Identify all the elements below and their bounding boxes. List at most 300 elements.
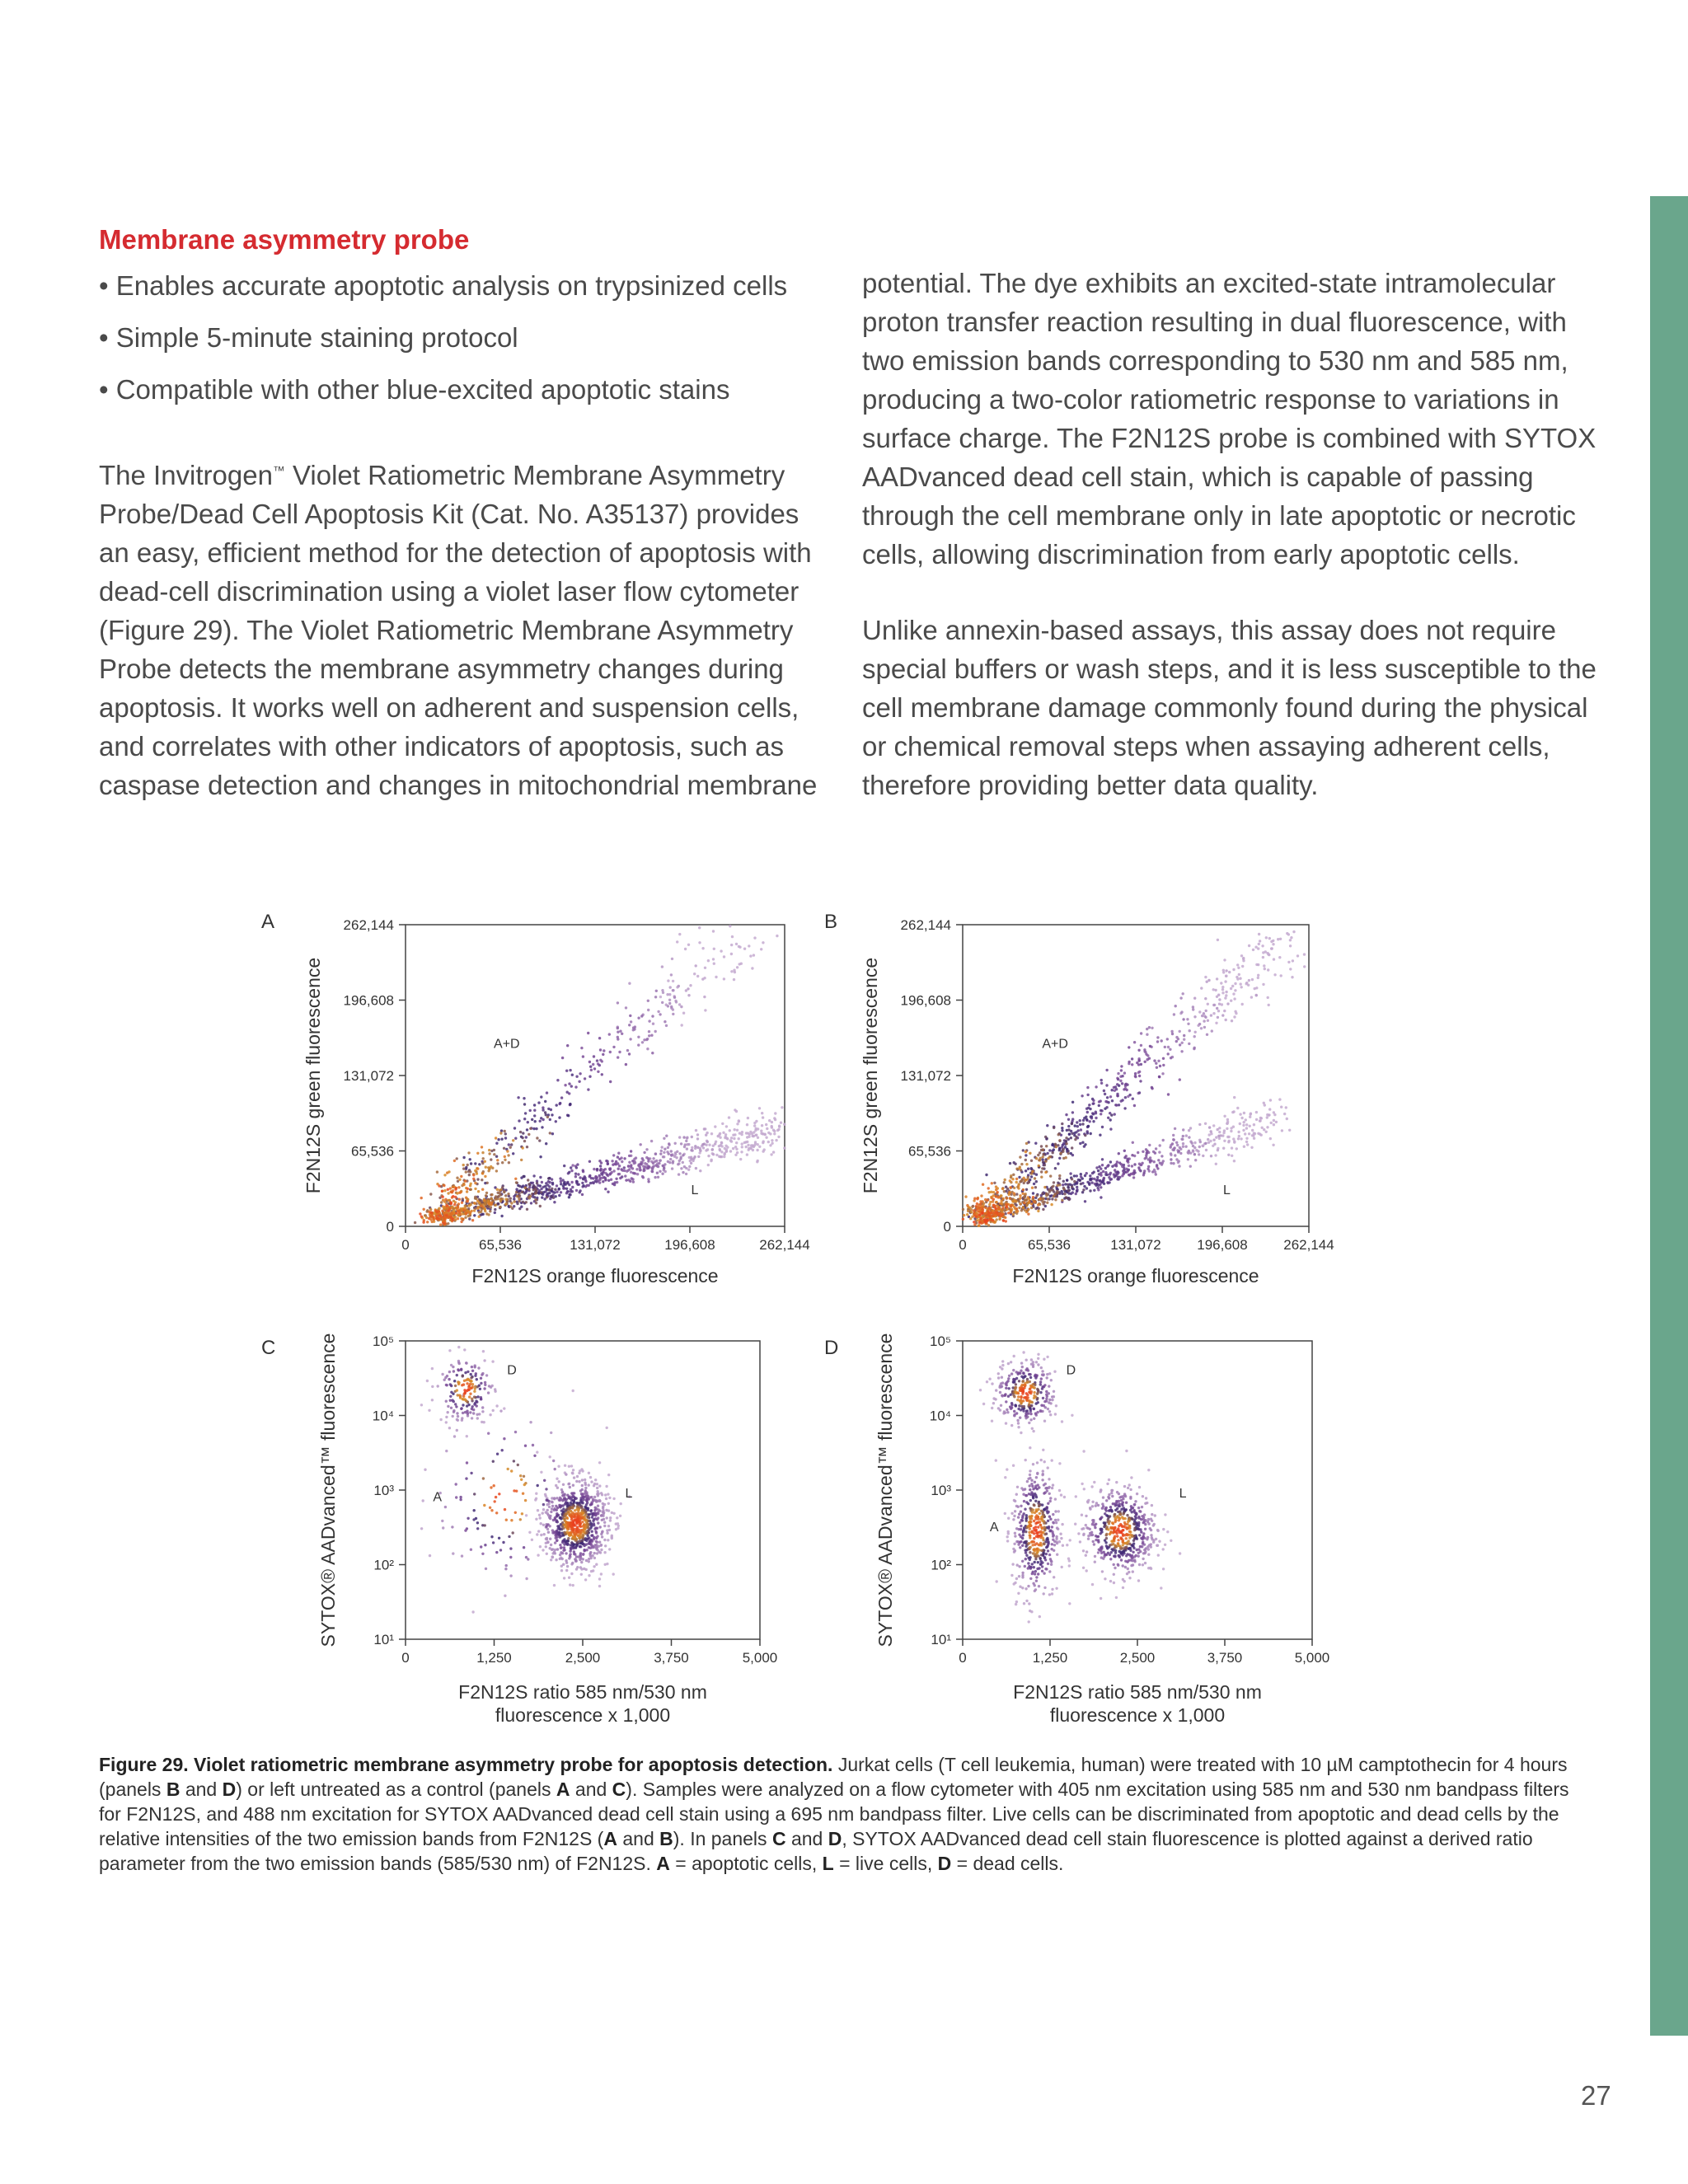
data-point [1241,965,1244,968]
data-point [1026,1409,1029,1412]
data-point [757,1160,759,1162]
data-point [429,1208,432,1211]
data-point [1049,1413,1052,1416]
data-point [1032,1196,1034,1198]
data-point [1089,1178,1091,1180]
data-point [465,1170,467,1173]
data-point [525,1201,528,1203]
data-point [1147,1165,1150,1168]
data-point [1029,1152,1031,1155]
data-point [570,1541,573,1544]
data-point [513,1460,515,1462]
data-point [1034,1177,1036,1179]
data-point [1109,1118,1112,1121]
data-point [1047,1541,1049,1544]
data-point [1213,1143,1216,1146]
data-point [1142,1540,1144,1543]
data-point [439,1418,442,1421]
data-point [1085,1116,1087,1118]
data-point [1128,1174,1131,1176]
data-point [1030,1202,1033,1205]
data-point [561,1057,564,1059]
data-point [1146,1538,1148,1540]
data-point [469,1393,471,1395]
data-point [1051,1592,1053,1595]
data-point [598,1577,601,1580]
data-point [1054,1519,1057,1521]
data-point [1100,1186,1102,1188]
data-point [447,1192,449,1194]
data-point [747,1144,749,1146]
data-point [1038,1165,1040,1167]
data-point [1055,1587,1057,1590]
data-point [1146,1168,1149,1170]
data-point [521,1191,523,1193]
data-point [584,1479,586,1481]
data-point [720,949,722,952]
data-point [668,1152,670,1155]
data-point [1025,1600,1028,1602]
data-point [1124,1566,1127,1568]
data-point [1057,1133,1060,1136]
data-point [1019,1546,1021,1549]
data-point [1167,1093,1170,1095]
data-point [1108,1479,1110,1481]
data-point [572,1469,574,1471]
data-point [523,1475,525,1478]
data-point [1041,1158,1043,1160]
data-point [979,1389,982,1391]
data-point [484,1175,486,1178]
data-point [567,1540,570,1542]
data-point [473,1395,476,1398]
data-point [1111,1099,1114,1102]
data-point [473,1509,476,1511]
data-point [522,1201,524,1203]
data-point [564,1465,566,1467]
data-point [488,1149,490,1151]
data-point [1037,1357,1039,1360]
data-point [422,1499,424,1502]
data-point [659,996,662,998]
data-point [1236,1107,1239,1109]
data-point [989,1218,992,1221]
data-point [561,1552,564,1554]
data-point [496,1162,499,1165]
data-point [539,1545,542,1548]
data-point [490,1197,493,1200]
data-point [1042,1197,1044,1200]
data-point [676,940,678,943]
data-point [766,1127,768,1130]
data-point [777,1136,780,1138]
data-point [1025,1169,1027,1172]
data-point [1156,1167,1159,1169]
data-point [1250,996,1253,998]
data-point [1102,1170,1104,1173]
data-point [504,1155,506,1158]
data-point [1029,1413,1032,1415]
data-point [1245,1118,1247,1121]
data-point [1158,1076,1160,1078]
data-point [1188,1136,1190,1138]
data-point [1016,1210,1019,1212]
data-point [1151,1170,1154,1173]
data-point [752,1149,754,1151]
data-point [1034,1142,1037,1145]
data-point [1094,1526,1096,1529]
data-point [1179,1146,1181,1149]
data-point [568,1196,570,1198]
data-point [1173,1138,1175,1141]
data-point [1225,975,1227,977]
data-point [1012,1213,1015,1216]
data-point [1076,1186,1078,1188]
x-tick-label: 2,500 [565,1650,601,1666]
data-point [723,1155,725,1158]
data-point [1081,1122,1084,1125]
data-point [661,1173,663,1175]
data-point [1148,1144,1151,1146]
data-point [494,1500,496,1502]
data-point [507,1468,509,1470]
data-point [647,1167,649,1169]
data-point [476,1152,479,1155]
data-point [490,1486,492,1488]
data-point [477,1366,480,1369]
data-point [426,1380,429,1382]
data-point [1200,987,1203,989]
data-point [637,1043,640,1046]
data-point [420,1527,423,1530]
data-point [1022,1188,1025,1191]
data-point [518,1197,520,1200]
data-point [1004,1179,1006,1181]
data-point [1241,1003,1244,1005]
data-point [554,1468,556,1470]
data-point [504,1508,506,1511]
data-point [503,1191,505,1193]
data-point [995,1188,997,1191]
data-point [635,1168,638,1170]
data-point [523,1546,525,1549]
data-point [619,1515,621,1517]
data-point [448,1427,451,1429]
data-point [535,1189,537,1192]
data-point [1170,1158,1172,1160]
data-point [676,1151,678,1153]
data-point [1037,1572,1039,1575]
data-point [488,1385,490,1387]
data-point [584,1483,587,1486]
data-point [445,1416,448,1418]
data-point [983,1218,986,1221]
data-point [580,1561,583,1563]
data-point [551,1182,554,1184]
data-point [484,1384,486,1386]
data-point [1071,1178,1073,1180]
data-point [692,1157,695,1160]
data-point [1127,1568,1129,1570]
data-point [601,1060,603,1062]
data-point [639,1169,641,1171]
data-point [1058,1149,1061,1151]
data-point [662,991,664,994]
data-point [504,1198,507,1201]
data-point [632,1172,635,1174]
data-point [492,1409,495,1412]
data-point [600,1549,603,1551]
data-point [1089,1108,1091,1110]
data-point [495,1197,497,1200]
data-point [1147,1469,1150,1471]
data-point [519,1474,522,1477]
data-point [1138,1075,1141,1077]
data-point [992,1219,994,1221]
data-point [756,1149,758,1151]
text-line: Probe detects the membrane asymmetry changes during [99,654,784,684]
data-point [1028,1200,1030,1202]
data-point [518,1189,521,1192]
data-point [571,1507,574,1509]
data-point [467,1151,470,1154]
data-point [533,1104,536,1106]
data-point [678,1003,681,1005]
data-point [460,1175,462,1178]
data-point [1094,1561,1096,1563]
data-point [419,1212,421,1215]
data-point [1027,1585,1029,1587]
data-point [1043,1483,1045,1486]
data-point [783,1123,785,1126]
data-point [1053,1127,1055,1129]
data-point [687,1169,690,1171]
data-point [755,1134,757,1137]
data-point [1292,959,1294,962]
data-point [678,1136,681,1138]
data-point [445,1204,448,1207]
data-point [1019,1155,1021,1158]
data-point [1022,1351,1025,1353]
data-point [598,1037,601,1039]
data-point [463,1389,466,1391]
data-point [1022,1207,1025,1209]
data-point [991,1420,993,1422]
data-point [1047,1549,1049,1552]
data-point [745,1146,748,1148]
data-point [1248,979,1250,982]
data-point [514,1511,517,1514]
data-point [1148,1026,1151,1029]
data-point [1010,1174,1012,1177]
data-point [1273,1113,1276,1116]
data-point [563,1187,565,1189]
data-point [1026,1480,1029,1483]
data-point [636,1173,639,1175]
data-point [687,987,689,990]
data-point [1162,1528,1165,1530]
data-point [465,1477,467,1479]
data-point [1192,1005,1194,1008]
data-point [509,1205,512,1207]
section-title: Membrane asymmetry probe [99,224,470,255]
data-point [587,1088,589,1090]
data-point [441,1373,443,1376]
data-point [976,1197,978,1200]
data-point [1051,1395,1053,1398]
data-point [1186,1018,1189,1020]
x-tick-label: 196,608 [1197,1237,1248,1253]
data-point [546,1091,548,1094]
data-point [650,1034,653,1037]
data-point [1100,1516,1103,1518]
data-point [567,1537,570,1540]
data-point [487,1391,490,1394]
data-point [542,1549,544,1551]
data-point [476,1167,479,1169]
data-point [1255,1118,1258,1121]
data-point [1027,1502,1029,1505]
data-point [1040,1377,1043,1380]
data-point [1054,1510,1057,1512]
data-point [601,1493,603,1496]
data-point [429,1212,432,1214]
data-point [696,1133,699,1136]
data-point [1288,1129,1291,1132]
data-point [543,1479,546,1482]
data-point [426,1221,429,1223]
data-point [1128,1061,1130,1063]
data-point [1092,1521,1095,1523]
data-point [1289,939,1292,941]
data-point [468,1395,471,1398]
data-point [1198,1153,1200,1155]
data-point [734,1146,737,1148]
data-point [1051,1526,1053,1528]
data-point [1030,1610,1033,1613]
data-point [596,1552,598,1554]
data-point [1025,1558,1027,1560]
data-point [546,1499,548,1502]
data-point [1115,1481,1118,1483]
data-point [462,1383,465,1385]
data-point [550,1432,552,1434]
data-point [1233,1096,1236,1099]
data-point [621,1033,623,1035]
data-point [540,1095,542,1098]
data-point [539,1155,542,1158]
data-point [1217,1010,1220,1012]
data-point [1121,1099,1123,1101]
data-point [1001,1209,1003,1212]
data-point [1122,1578,1124,1581]
data-point [534,1198,537,1201]
data-point [1015,1178,1018,1180]
data-point [1032,1571,1034,1573]
data-point [1043,1572,1045,1574]
data-point [1013,1515,1015,1517]
data-point [1054,1497,1057,1500]
data-point [1237,1137,1240,1140]
data-point [449,1187,452,1189]
data-point [1179,1078,1181,1080]
data-point [593,1484,595,1487]
data-point [962,1208,964,1211]
data-point [628,1161,631,1164]
data-point [1035,1576,1038,1578]
data-point [1202,1145,1204,1147]
data-point [554,1188,556,1191]
data-point [470,1373,472,1376]
data-point [1023,1512,1025,1515]
data-point [1226,1002,1229,1005]
data-point [593,1055,595,1057]
data-point [1126,1158,1128,1160]
data-point [460,1369,462,1371]
data-point [994,1398,996,1400]
right-paragraph-1 [862,264,1596,574]
data-point [1041,1167,1043,1169]
data-point [1025,1154,1027,1156]
data-point [1140,1537,1142,1540]
data-point [474,1375,476,1377]
data-point [1001,1364,1004,1366]
data-point [731,935,734,938]
data-point [1267,953,1269,955]
data-point [1065,1137,1067,1139]
data-point [442,1196,444,1198]
data-point [477,1190,480,1193]
data-point [1157,1060,1160,1062]
data-point [1009,1186,1011,1188]
data-point [473,1214,476,1216]
x-tick-label: 0 [401,1237,410,1253]
data-point [1065,1140,1067,1142]
data-point [1063,1193,1066,1195]
data-point [1034,1207,1037,1210]
data-point [1082,1450,1085,1452]
data-point [1147,1548,1150,1550]
data-point [457,1186,460,1188]
data-point [1143,1549,1146,1551]
data-point [474,1182,476,1184]
data-point [603,1539,606,1541]
data-point [704,1009,706,1011]
data-point [540,1117,542,1119]
data-point [1133,1503,1136,1506]
data-point [772,1151,775,1153]
data-point [493,1484,495,1487]
data-point [507,1193,509,1195]
data-point [1071,1101,1074,1104]
data-point [489,1413,491,1416]
data-point [1140,1530,1142,1533]
data-point [594,1530,597,1533]
data-point [496,1159,499,1161]
data-point [1289,968,1292,970]
data-point [523,1483,526,1486]
data-point [1090,1485,1093,1488]
data-point [1133,1041,1136,1043]
data-point [1192,1008,1194,1010]
data-point [499,1132,502,1134]
data-point [528,1183,530,1185]
data-point [461,1554,463,1557]
data-point [1147,1567,1150,1569]
data-point [1137,1555,1140,1558]
data-point [1137,1579,1140,1582]
data-point [1187,1158,1189,1160]
